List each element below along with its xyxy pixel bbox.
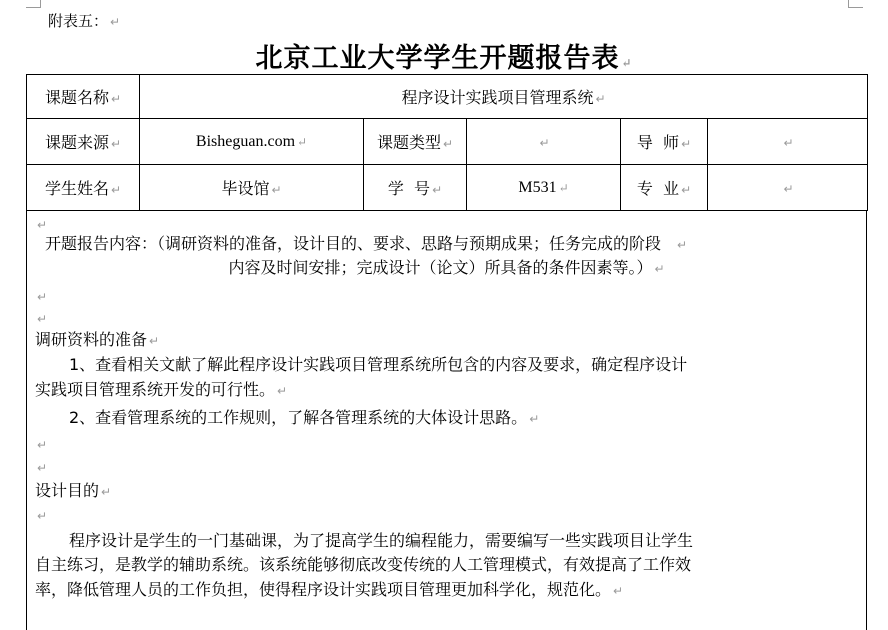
section-title-purpose: 设计目的 ↵ — [35, 479, 858, 504]
topic-type-label: 课题类型 ↵ — [364, 119, 467, 165]
document-title — [0, 36, 888, 75]
report-content-cell[interactable] — [26, 210, 867, 630]
topic-source-value[interactable]: Bisheguan.com ↵ — [140, 119, 364, 165]
content-heading-line1: 开题报告内容：（调研资料的准备，设计目的、要求、思路与预期成果；任务完成的阶段 ↵ — [45, 232, 858, 257]
empty-paragraph — [35, 455, 858, 480]
table-row — [27, 75, 868, 119]
page-corner-mark-right — [848, 0, 863, 8]
document-title-text: 北京工业大学学生开题报告表 ↵ — [255, 43, 632, 74]
purpose-paragraph-line1: 程序设计是学生的一门基础课，为了提高学生的编程能力，需要编写一些实践项目让学生 — [69, 531, 694, 550]
topic-type-value[interactable] — [467, 119, 621, 165]
student-id-value[interactable]: M531 ↵ — [467, 165, 621, 211]
page-corner-mark-left — [26, 0, 41, 8]
topic-name-label: 课题名称 ↵ — [27, 75, 140, 119]
major-label: 专 业 ↵ — [621, 165, 708, 211]
content-heading-line2: 内容及时间安排；完成设计（论文）所具备的条件因素等。） ↵ — [35, 256, 858, 281]
appendix-label-text: 附表五： — [48, 12, 109, 30]
empty-paragraph — [35, 432, 858, 457]
student-name-label: 学生姓名 ↵ — [27, 165, 140, 211]
student-name-value[interactable]: 毕设馆 ↵ — [140, 165, 364, 211]
topic-name-value[interactable]: 程序设计实践项目管理系统 ↵ — [140, 75, 868, 119]
section-title-research: 调研资料的准备 ↵ — [35, 328, 858, 353]
empty-paragraph — [35, 503, 858, 528]
research-item-1-line2: 实践项目管理系统开发的可行性。 ↵ — [35, 378, 858, 403]
topic-source-label: 课题来源 ↵ — [27, 119, 140, 165]
research-item-1-line1: 1、查看相关文献了解此程序设计实践项目管理系统所包含的内容及要求，确定程序设计 — [69, 355, 688, 374]
advisor-value[interactable] — [708, 119, 868, 165]
appendix-label — [48, 10, 120, 31]
table-row — [27, 165, 868, 211]
student-id-label: 学 号 ↵ — [364, 165, 467, 211]
purpose-paragraph-line3: 率，降低管理人员的工作负担，使得程序设计实践项目管理更加科学化，规范化。 ↵ — [35, 578, 858, 603]
research-item-2: 2、查看管理系统的工作规则，了解各管理系统的大体设计思路。 ↵ — [35, 406, 858, 431]
info-table — [26, 74, 868, 211]
advisor-label: 导 师 ↵ — [621, 119, 708, 165]
purpose-paragraph-line2: 自主练习，是教学的辅助系统。该系统能够彻底改变传统的人工管理模式，有效提高了工作效 — [35, 555, 692, 574]
table-row — [27, 119, 868, 165]
major-value[interactable] — [708, 165, 868, 211]
